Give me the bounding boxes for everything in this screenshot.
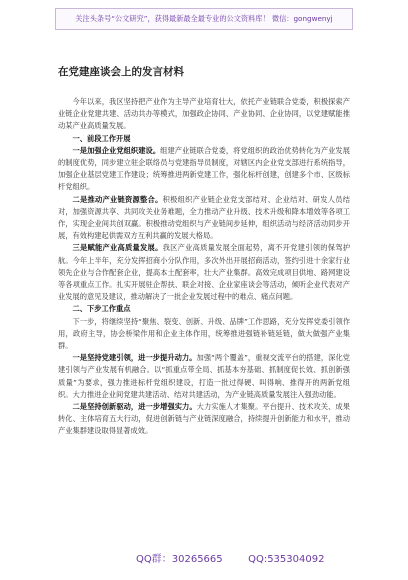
- document-title: 在党建座谈会上的发言材料: [58, 66, 184, 78]
- item-body-3: 我区产业高质量发展全面起势，离不开党建引领的保驾护航。今年上半年，充分发挥招商小分队作用，多次外出开展招商活动，签约引进十余家行业领先企业与合作配套企业，提高本土配套率，壮大产业集群。高效完成项目供地、路网建设等各项重点工作。扎实开展驻企帮扶、联企对接、企业家座谈会等活动，倾听企业代表对产业发展的意见及建议，推动解决了一批企业发展过程中的难点、痛点问题。: [58, 243, 350, 302]
- plan-paragraph-2: [58, 401, 350, 438]
- footer-contact: [136, 550, 324, 565]
- document-body: [58, 96, 350, 438]
- item-paragraph-1: [58, 145, 350, 194]
- item-paragraph-3: [58, 242, 350, 303]
- item-lead-1: 一是加强企业党组织建设。: [72, 145, 161, 155]
- section-heading-2: 二、下步工作重点: [72, 304, 131, 314]
- promo-banner-text: 关注头条号“公文研究”，获得最新最全最专业的公文资料库！ 微信：gongwenyj: [75, 14, 333, 23]
- plan-lead-2: 二是坚持创新驱动，进一步增强实力。: [72, 402, 197, 412]
- promo-banner: [55, 8, 353, 30]
- qq-text: QQ:535304092: [248, 554, 325, 565]
- section-heading-1: 一、前段工作开展: [72, 133, 131, 143]
- section2-intro-paragraph: 下一步，将继续坚持“聚焦、裂变、创新、升级、品牌”工作思路，充分发挥党委引领作用，政府主导，协会桥梁作用和企业主体作用，统筹推进强链补链延链，做大做强产业集群。: [58, 316, 350, 351]
- plan-body-1: 加强“两个覆盖”，重视交流平台的搭建，深化党建引领与产业发展有机融合。以“抓重点带全局、抓基本夯基础、抓制度促长效、抓创新强质量”为要求，强力推进标杆党组织建设，打造一批过得硬、叫得响、推得开的两新党组织。大力推进企业间党建共建活动、结对共建活动，为产业链高质量发展注入强劲动能。: [58, 353, 350, 399]
- item-paragraph-2: [58, 194, 350, 243]
- intro-paragraph: 今年以来，我区坚持把产业作为主导产业培育壮大，依托产业链联合党委，积极探索产业链企业党建共建、活动共办等模式，加强政企协同、产业协同、企业协同，以党建赋能推动某产业高质量发展。: [58, 97, 350, 131]
- item-body-2: 积极组织产业链企业党支部结对、企业结对、研发人员结对，加强资源共享、共同攻关业务难题，全力推动产业升级、技术升级和降本增效等各项工作，实现企业间共创双赢。积极推动党组织与产业链间步延伸，组织活动与经济活动同步开展，有效构建起供需双方互利共赢的发展大格局。: [58, 194, 350, 241]
- plan-lead-1: 一是坚持党建引领，进一步提升动力。: [72, 353, 197, 363]
- plan-body-2: 大力实施人才集聚。平台提升、技术攻关、成果转化、主体培育五大行动，促进创新链与产业链深度融合，持续提升创新能力和水平，推动产业集群建设取得显著成效。: [58, 402, 350, 436]
- plan-paragraph-1: [58, 352, 350, 401]
- item-body-1: 组建产业链联合党委，将党组织的政治优势转化为产业发展的制度优势，同步建立驻企联络员与党建指导员制度，对辖区内企业党支部进行系统指导，加强企业基层党建工作建设；统筹推进两新党建工作，强化标杆创建，创建多个市、区级标杆党组织。: [58, 145, 350, 192]
- qq-group-text: QQ群：30265665: [136, 554, 223, 565]
- item-lead-3: 三是赋能产业高质量发展。: [72, 243, 163, 253]
- item-lead-2: 二是推动产业链资源整合。: [72, 194, 163, 204]
